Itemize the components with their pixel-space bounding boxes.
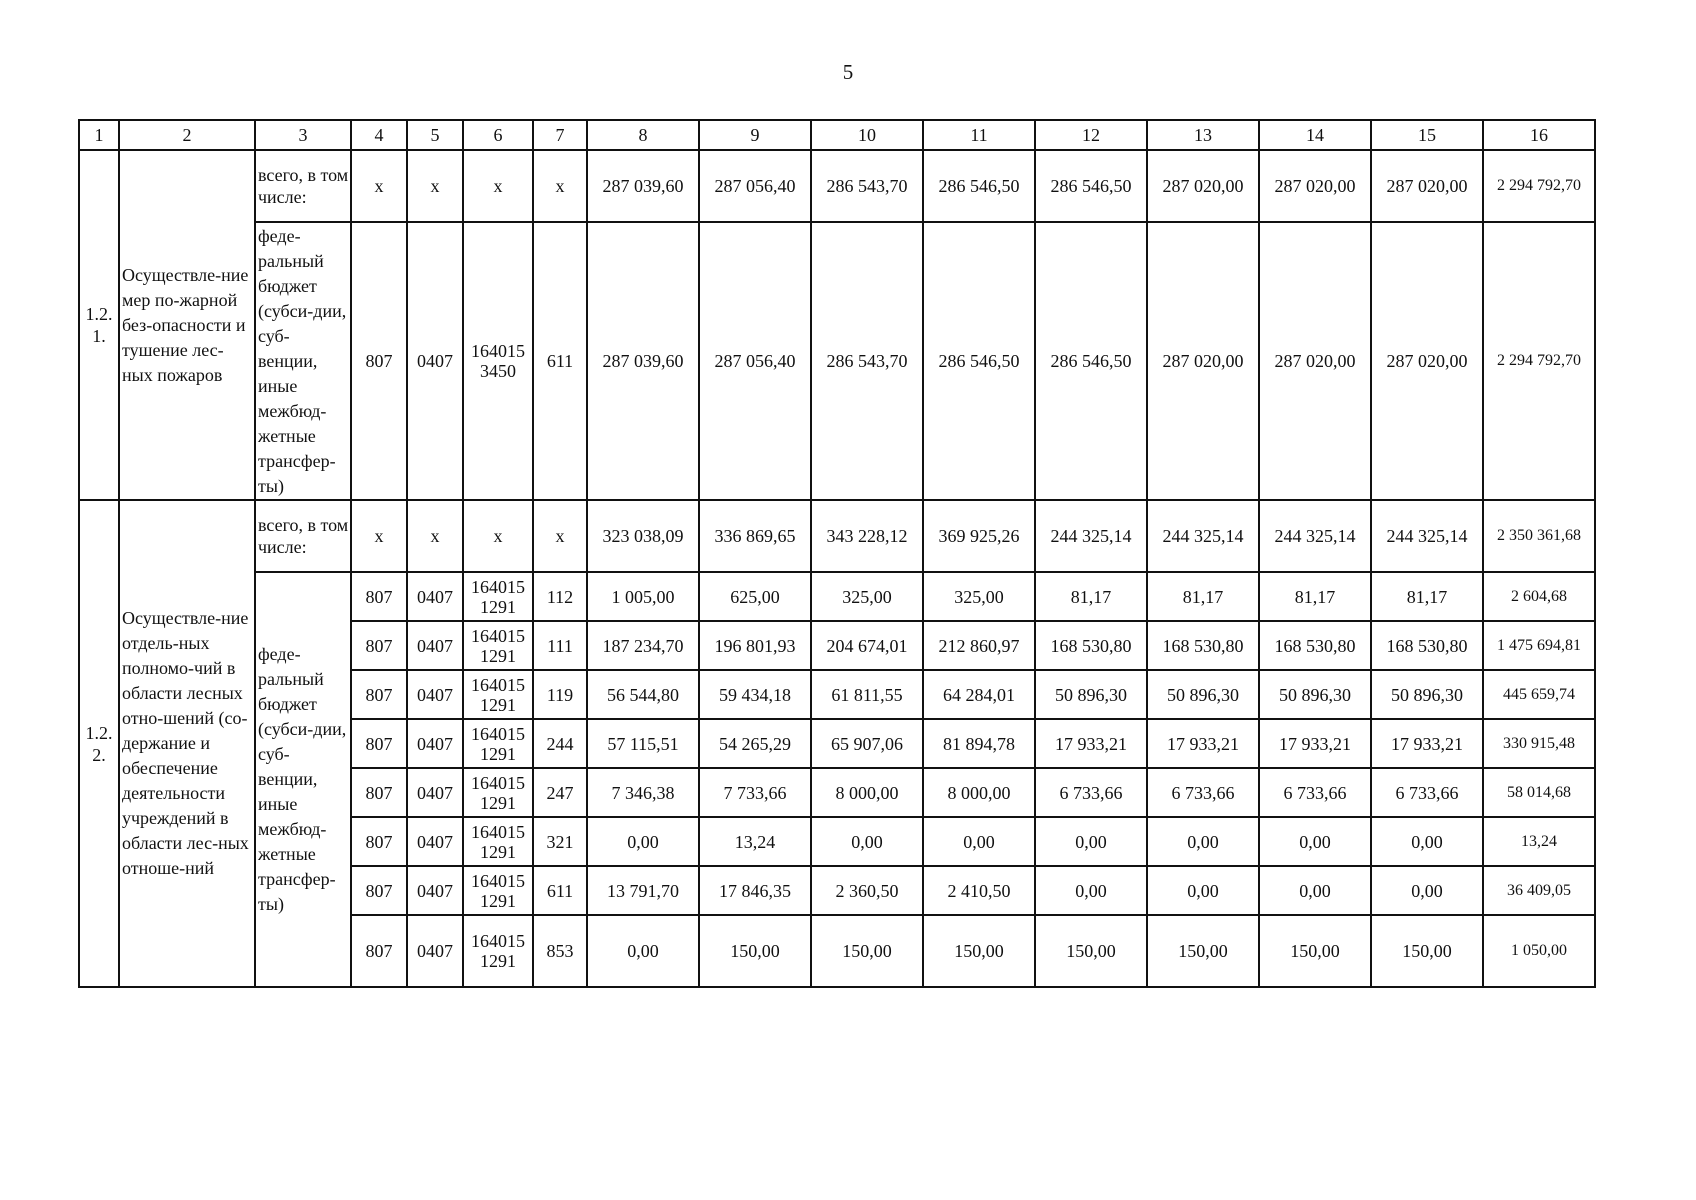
row-value-cell: 1 050,00 xyxy=(1483,915,1595,987)
row-code-5: 0407 xyxy=(407,915,463,987)
row-value-cell: 56 544,80 xyxy=(587,670,699,719)
section1-total-cell: 286 546,50 xyxy=(1035,150,1147,222)
section2-total-cell: x xyxy=(407,500,463,572)
row-code-6-part-2: 1291 xyxy=(480,694,516,715)
row-value-cell: 50 896,30 xyxy=(1371,670,1483,719)
row-code-7: 611 xyxy=(533,866,587,915)
row-value-cell: 168 530,80 xyxy=(1371,621,1483,670)
row-value-cell: 287 020,00 xyxy=(1147,222,1259,500)
section2-total-cell: 369 925,26 xyxy=(923,500,1035,572)
row-value-cell: 212 860,97 xyxy=(923,621,1035,670)
section2-total-row xyxy=(79,500,1595,572)
table-row xyxy=(79,572,1595,621)
row-value-cell: 13 791,70 xyxy=(587,866,699,915)
row-value-cell: 1 005,00 xyxy=(587,572,699,621)
page-number: 5 xyxy=(842,60,854,84)
row-value-cell: 57 115,51 xyxy=(587,719,699,768)
row-code-7: 244 xyxy=(533,719,587,768)
row-code-4: 807 xyxy=(351,915,407,987)
row-value-cell: 0,00 xyxy=(811,817,923,866)
header-cell-2: 2 xyxy=(119,120,255,150)
row-code-4: 807 xyxy=(351,621,407,670)
row-code-6 xyxy=(463,866,533,915)
section1-total-cell: x xyxy=(463,150,533,222)
row-code-6-part-1: 164015 xyxy=(471,576,525,597)
header-cell-6: 6 xyxy=(463,120,533,150)
row-value-cell: 2 294 792,70 xyxy=(1483,222,1595,500)
row-value-cell: 65 907,06 xyxy=(811,719,923,768)
row-code-6-part-2: 1291 xyxy=(480,596,516,617)
row-value-cell: 36 409,05 xyxy=(1483,866,1595,915)
row-value-cell: 0,00 xyxy=(1371,866,1483,915)
section2-total-label: всего, в том числе: xyxy=(255,500,351,572)
row-value-cell: 0,00 xyxy=(1147,817,1259,866)
section1-total-cell: 286 546,50 xyxy=(923,150,1035,222)
row-value-cell: 81,17 xyxy=(1147,572,1259,621)
row-value-cell: 204 674,01 xyxy=(811,621,923,670)
section1-total-cell: 287 056,40 xyxy=(699,150,811,222)
row-code-6-part-1: 164015 xyxy=(471,870,525,891)
row-code-5: 0407 xyxy=(407,621,463,670)
row-value-cell: 6 733,66 xyxy=(1035,768,1147,817)
header-row xyxy=(79,120,1595,150)
row-value-cell: 0,00 xyxy=(923,817,1035,866)
row-value-cell: 0,00 xyxy=(1035,817,1147,866)
row-value-cell: 81 894,78 xyxy=(923,719,1035,768)
row-value-cell: 59 434,18 xyxy=(699,670,811,719)
row-value-cell: 17 933,21 xyxy=(1035,719,1147,768)
section1-total-cell: 287 020,00 xyxy=(1259,150,1371,222)
section2-number: 1.2. 2. xyxy=(79,500,119,987)
row-value-cell: 0,00 xyxy=(1035,866,1147,915)
row-value-cell: 6 733,66 xyxy=(1371,768,1483,817)
row-value-cell: 0,00 xyxy=(1147,866,1259,915)
row-value-cell: 0,00 xyxy=(1371,817,1483,866)
section1-total-cell: x xyxy=(533,150,587,222)
row-value-cell: 286 546,50 xyxy=(1035,222,1147,500)
row-code-6-part-2: 1291 xyxy=(480,951,516,971)
section1-total-cell: 286 543,70 xyxy=(811,150,923,222)
row-code-5: 0407 xyxy=(407,719,463,768)
row-code-6-part-1: 164015 xyxy=(471,674,525,695)
row-code-5: 0407 xyxy=(407,866,463,915)
row-value-cell: 2 360,50 xyxy=(811,866,923,915)
row-value-cell: 2 604,68 xyxy=(1483,572,1595,621)
row-value-cell: 168 530,80 xyxy=(1035,621,1147,670)
row-value-cell: 150,00 xyxy=(699,915,811,987)
row-code-6 xyxy=(463,621,533,670)
row-value-cell: 150,00 xyxy=(1035,915,1147,987)
row-code-6-part-2: 1291 xyxy=(480,645,516,666)
row-value-cell: 17 846,35 xyxy=(699,866,811,915)
row-code-4: 807 xyxy=(351,670,407,719)
row-code-6-part-1: 164015 xyxy=(471,772,525,793)
row-code-7: 321 xyxy=(533,817,587,866)
row-value-cell: 50 896,30 xyxy=(1259,670,1371,719)
row-value-cell: 150,00 xyxy=(923,915,1035,987)
row-code-6 xyxy=(463,768,533,817)
section1-total-row xyxy=(79,150,1595,222)
header-cell-13: 13 xyxy=(1147,120,1259,150)
row-value-cell: 287 039,60 xyxy=(587,222,699,500)
row-code-5: 0407 xyxy=(407,817,463,866)
row-value-cell: 6 733,66 xyxy=(1259,768,1371,817)
section2-total-cell: 244 325,14 xyxy=(1147,500,1259,572)
row-code-4: 807 xyxy=(351,719,407,768)
row-value-cell: 17 933,21 xyxy=(1259,719,1371,768)
section1-total-cell: 287 020,00 xyxy=(1147,150,1259,222)
row-code-6-part-1: 164015 xyxy=(471,625,525,646)
header-cell-7: 7 xyxy=(533,120,587,150)
row-value-cell: 325,00 xyxy=(923,572,1035,621)
row-value-cell: 150,00 xyxy=(1259,915,1371,987)
budget-table xyxy=(78,119,1596,988)
section1-total-cell: x xyxy=(351,150,407,222)
row-code-6 xyxy=(463,222,533,500)
row-value-cell: 625,00 xyxy=(699,572,811,621)
header-cell-8: 8 xyxy=(587,120,699,150)
table-body xyxy=(79,120,1595,987)
row-code-6-part-1: 164015 xyxy=(471,931,525,951)
row-code-6 xyxy=(463,817,533,866)
row-value-cell: 330 915,48 xyxy=(1483,719,1595,768)
row-code-7: 119 xyxy=(533,670,587,719)
section2-total-cell: 244 325,14 xyxy=(1371,500,1483,572)
section1-number: 1.2. 1. xyxy=(79,150,119,500)
row-value-cell: 168 530,80 xyxy=(1259,621,1371,670)
row-value-cell: 81,17 xyxy=(1035,572,1147,621)
row-value-cell: 196 801,93 xyxy=(699,621,811,670)
section2-total-cell: x xyxy=(351,500,407,572)
row-value-cell: 286 543,70 xyxy=(811,222,923,500)
header-cell-12: 12 xyxy=(1035,120,1147,150)
header-cell-1: 1 xyxy=(79,120,119,150)
row-value-cell: 13,24 xyxy=(699,817,811,866)
row-value-cell: 17 933,21 xyxy=(1371,719,1483,768)
row-value-cell: 8 000,00 xyxy=(811,768,923,817)
row-value-cell: 287 020,00 xyxy=(1259,222,1371,500)
row-value-cell: 81,17 xyxy=(1259,572,1371,621)
row-value-cell: 187 234,70 xyxy=(587,621,699,670)
header-cell-4: 4 xyxy=(351,120,407,150)
section2-total-cell: x xyxy=(533,500,587,572)
row-value-cell: 50 896,30 xyxy=(1147,670,1259,719)
row-value-cell: 6 733,66 xyxy=(1147,768,1259,817)
row-code-7: 611 xyxy=(533,222,587,500)
header-cell-10: 10 xyxy=(811,120,923,150)
row-value-cell: 54 265,29 xyxy=(699,719,811,768)
section2-total-cell: 244 325,14 xyxy=(1035,500,1147,572)
row-code-6-part-2: 1291 xyxy=(480,841,516,862)
row-value-cell: 287 056,40 xyxy=(699,222,811,500)
header-cell-16: 16 xyxy=(1483,120,1595,150)
header-cell-11: 11 xyxy=(923,120,1035,150)
section2-total-cell: x xyxy=(463,500,533,572)
row-code-4: 807 xyxy=(351,866,407,915)
row-value-cell: 445 659,74 xyxy=(1483,670,1595,719)
row-code-6-part-1: 164015 xyxy=(471,723,525,744)
row-value-cell: 13,24 xyxy=(1483,817,1595,866)
row-value-cell: 150,00 xyxy=(811,915,923,987)
section1-total-label: всего, в том числе: xyxy=(255,150,351,222)
section2-total-cell: 2 350 361,68 xyxy=(1483,500,1595,572)
row-value-cell: 58 014,68 xyxy=(1483,768,1595,817)
row-value-cell: 1 475 694,81 xyxy=(1483,621,1595,670)
row-value-cell: 8 000,00 xyxy=(923,768,1035,817)
header-cell-14: 14 xyxy=(1259,120,1371,150)
row-value-cell: 7 733,66 xyxy=(699,768,811,817)
row-code-4: 807 xyxy=(351,768,407,817)
row-value-cell: 150,00 xyxy=(1371,915,1483,987)
row-value-cell: 2 410,50 xyxy=(923,866,1035,915)
row-value-cell: 168 530,80 xyxy=(1147,621,1259,670)
section2-total-cell: 336 869,65 xyxy=(699,500,811,572)
row-value-cell: 0,00 xyxy=(1259,817,1371,866)
row-code-6 xyxy=(463,915,533,987)
section1-total-cell: x xyxy=(407,150,463,222)
row-code-6-part-1: 164015 xyxy=(471,821,525,842)
section2-total-cell: 343 228,12 xyxy=(811,500,923,572)
row-code-7: 247 xyxy=(533,768,587,817)
row-value-cell: 0,00 xyxy=(587,817,699,866)
row-code-4: 807 xyxy=(351,572,407,621)
row-value-cell: 286 546,50 xyxy=(923,222,1035,500)
row-code-6-part-2: 1291 xyxy=(480,743,516,764)
row-code-6-part-2: 3450 xyxy=(480,361,516,381)
header-cell-3: 3 xyxy=(255,120,351,150)
section1-total-cell: 287 020,00 xyxy=(1371,150,1483,222)
section1-total-cell: 287 039,60 xyxy=(587,150,699,222)
row-code-6-part-1: 164015 xyxy=(471,341,525,361)
row-code-4: 807 xyxy=(351,222,407,500)
section2-name: Осуществле-ние отдель-ных полномо-чий в области лесных отно-шений (со-держание и обеспечение деятельности учреждений в области лес-ных отноше-ний xyxy=(119,500,255,987)
section1-source-label: феде-ральный бюджет (субси-дии, суб-венции, иные межбюд-жетные трансфер-ты) xyxy=(255,222,351,500)
row-code-5: 0407 xyxy=(407,222,463,500)
header-cell-5: 5 xyxy=(407,120,463,150)
row-code-6-part-2: 1291 xyxy=(480,890,516,911)
row-code-6 xyxy=(463,572,533,621)
header-cell-9: 9 xyxy=(699,120,811,150)
row-value-cell: 287 020,00 xyxy=(1371,222,1483,500)
row-code-6-part-2: 1291 xyxy=(480,792,516,813)
row-code-5: 0407 xyxy=(407,670,463,719)
section2-total-cell: 323 038,09 xyxy=(587,500,699,572)
section2-source-label: феде-ральный бюджет (субси-дии, суб-венции, иные межбюд-жетные трансфер-ты) xyxy=(255,572,351,987)
row-code-6 xyxy=(463,719,533,768)
section2-total-cell: 244 325,14 xyxy=(1259,500,1371,572)
row-value-cell: 0,00 xyxy=(1259,866,1371,915)
row-value-cell: 0,00 xyxy=(587,915,699,987)
row-value-cell: 64 284,01 xyxy=(923,670,1035,719)
row-code-7: 853 xyxy=(533,915,587,987)
row-value-cell: 61 811,55 xyxy=(811,670,923,719)
row-value-cell: 81,17 xyxy=(1371,572,1483,621)
table-row xyxy=(79,222,1595,500)
row-code-5: 0407 xyxy=(407,768,463,817)
section1-name: Осуществле-ние мер по-жарной без-опасности и тушение лес-ных пожаров xyxy=(119,150,255,500)
row-code-4: 807 xyxy=(351,817,407,866)
row-value-cell: 17 933,21 xyxy=(1147,719,1259,768)
row-value-cell: 150,00 xyxy=(1147,915,1259,987)
section1-total-cell: 2 294 792,70 xyxy=(1483,150,1595,222)
row-code-7: 111 xyxy=(533,621,587,670)
row-value-cell: 325,00 xyxy=(811,572,923,621)
row-value-cell: 7 346,38 xyxy=(587,768,699,817)
header-cell-15: 15 xyxy=(1371,120,1483,150)
row-code-5: 0407 xyxy=(407,572,463,621)
row-code-7: 112 xyxy=(533,572,587,621)
row-code-6 xyxy=(463,670,533,719)
row-value-cell: 50 896,30 xyxy=(1035,670,1147,719)
